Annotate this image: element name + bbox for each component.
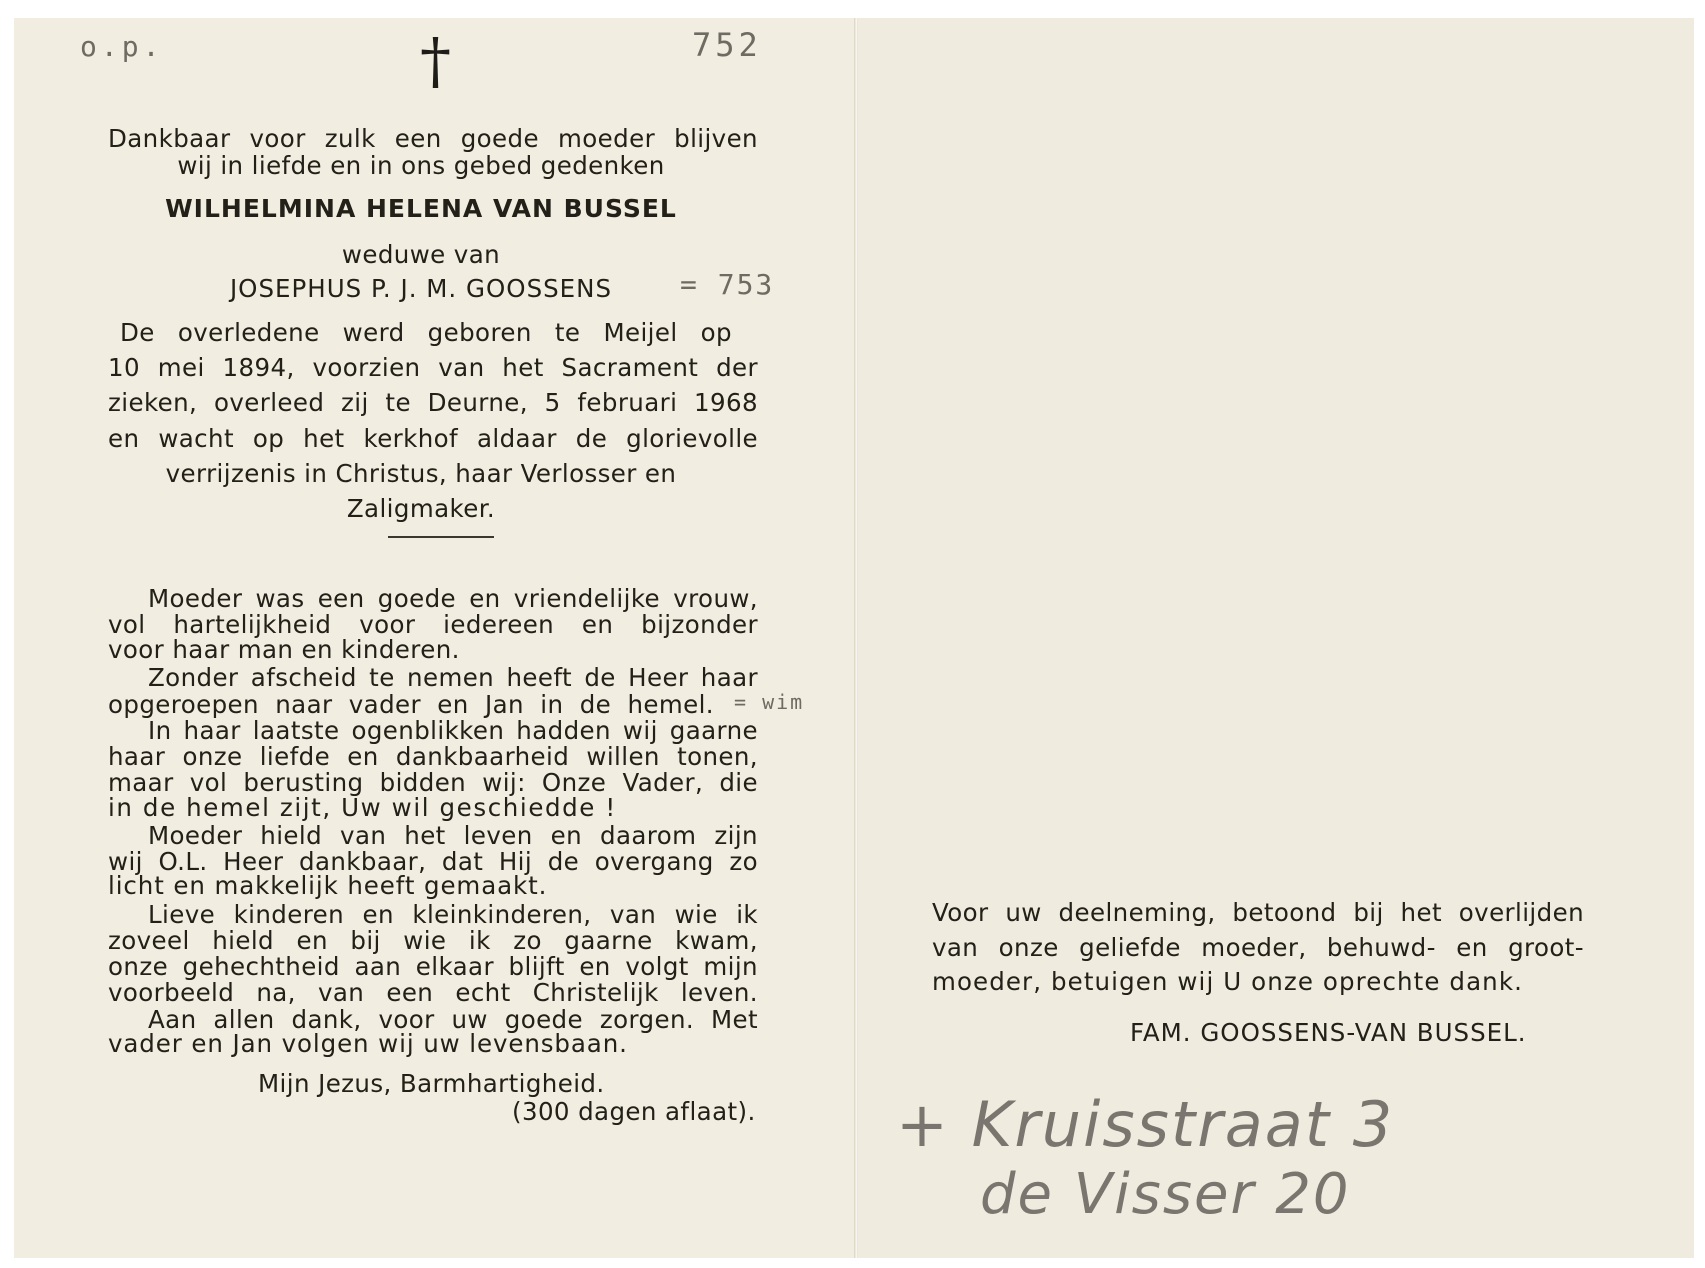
widow-of: weduwe van bbox=[341, 240, 501, 269]
intro-line-2: wij in liefde en in ons gebed gedenken bbox=[177, 151, 665, 180]
thanks-line: van onze geliefde moeder, behuwd- en groot- bbox=[932, 933, 1584, 962]
bio-line: 10 mei 1894, voorzien van het Sacrament der bbox=[108, 353, 758, 382]
body-line: licht en makkelijk heeft gemaakt. bbox=[108, 871, 548, 900]
deceased-name: WILHELMINA HELENA VAN BUSSEL bbox=[165, 194, 677, 223]
husband-name: JOSEPHUS P. J. M. GOOSSENS bbox=[229, 274, 613, 303]
prayer: Mijn Jezus, Barmhartigheid. bbox=[258, 1069, 605, 1098]
family-signature: FAM. GOOSSENS-VAN BUSSEL. bbox=[1130, 1018, 1527, 1047]
handwritten-op: o.p. bbox=[80, 30, 164, 63]
thanks-line: moeder, betuigen wij U onze oprechte dank. bbox=[932, 967, 1523, 996]
cross-icon: † bbox=[420, 24, 451, 97]
body-line: zoveel hield en bij wie ik zo gaarne kwam, bbox=[108, 926, 758, 955]
body-line: opgeroepen naar vader en Jan in de hemel. bbox=[108, 690, 714, 719]
pencil-note-1: + Kruisstraat 3 bbox=[896, 1088, 1395, 1161]
body-line: wij O.L. Heer dankbaar, dat Hij de overgang zo bbox=[108, 847, 758, 876]
body-line: voor haar man en kinderen. bbox=[108, 635, 460, 664]
body-line: Aan allen dank, voor uw goede zorgen. Met bbox=[148, 1005, 758, 1034]
body-line: haar onze liefde en dankbaarheid willen tonen, bbox=[108, 742, 758, 771]
intro-line-1: Dankbaar voor zulk een goede moeder blijven bbox=[108, 124, 758, 153]
divider bbox=[388, 536, 494, 538]
bio-line: zieken, overleed zij te Deurne, 5 februari 1968 bbox=[108, 388, 758, 417]
bio-line: Zaligmaker. bbox=[346, 494, 496, 523]
thanks-line: Voor uw deelneming, betoond bij het overlijden bbox=[932, 898, 1584, 927]
bio-line: en wacht op het kerkhof aldaar de glorievolle bbox=[108, 424, 758, 453]
body-line: Moeder was een goede en vriendelijke vrouw, bbox=[148, 584, 758, 613]
bio-line: verrijzenis in Christus, haar Verlosser en bbox=[165, 459, 677, 488]
handwritten-number: 752 bbox=[692, 26, 762, 64]
bio-line: De overledene werd geboren te Meijel op bbox=[120, 318, 732, 347]
body-line: voorbeeld na, van een echt Christelijk leven. bbox=[108, 978, 758, 1007]
right-page bbox=[858, 18, 1694, 1258]
pencil-note-2: de Visser 20 bbox=[980, 1162, 1351, 1227]
body-line: in de hemel zijt, Uw wil geschiedde ! bbox=[108, 793, 617, 822]
body-line: onze gehechtheid aan elkaar blijft en volgt mijn bbox=[108, 952, 758, 981]
body-line: vader en Jan volgen wij uw levensbaan. bbox=[108, 1029, 628, 1058]
body-line: vol hartelijkheid voor iedereen en bijzonder bbox=[108, 610, 758, 639]
body-line: In haar laatste ogenblikken hadden wij gaarne bbox=[148, 716, 758, 745]
indulgence: (300 dagen aflaat). bbox=[512, 1097, 756, 1126]
body-line: Moeder hield van het leven en daarom zijn bbox=[148, 821, 758, 850]
handwritten-ref: = 753 bbox=[680, 268, 775, 301]
body-line: Zonder afscheid te nemen heeft de Heer haar bbox=[148, 663, 758, 692]
body-line: maar vol berusting bidden wij: Onze Vader, die bbox=[108, 768, 758, 797]
body-line: Lieve kinderen en kleinkinderen, van wie ik bbox=[148, 900, 758, 929]
handwritten-wim: = wim bbox=[734, 690, 805, 714]
